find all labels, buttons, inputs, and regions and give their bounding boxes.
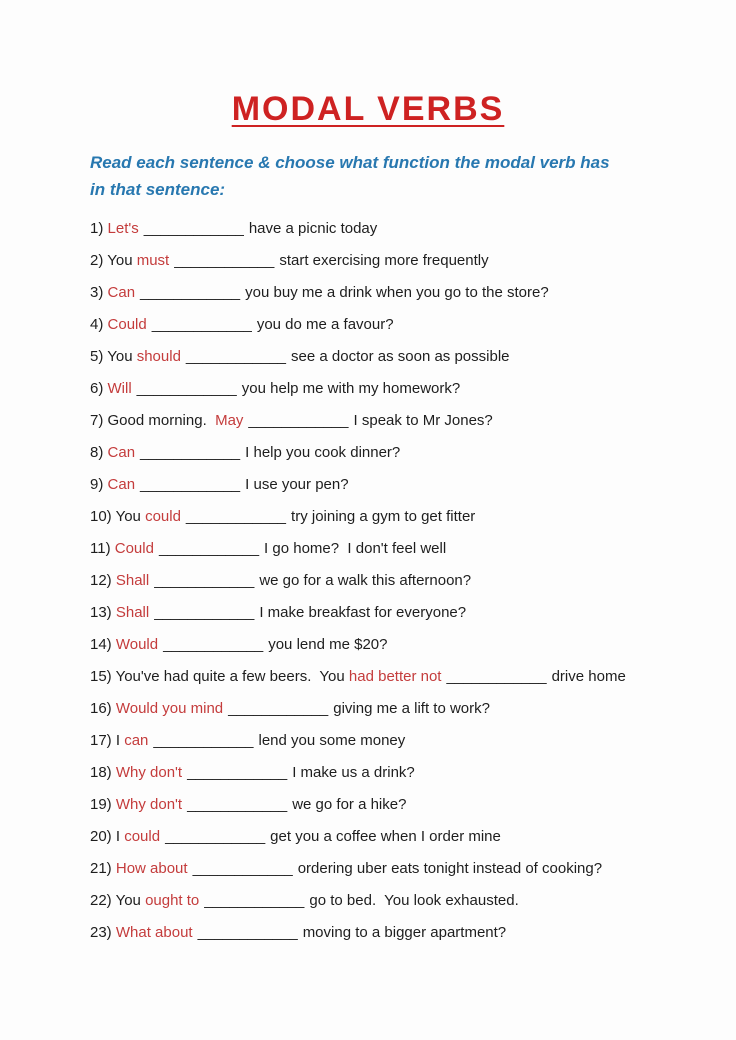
item-post-text: giving me a lift to work?	[333, 700, 490, 718]
worksheet-item-15	[90, 661, 736, 693]
item-number: 20)	[90, 828, 116, 846]
modal-verb: had better not	[348, 668, 442, 686]
modal-verb: Can	[107, 476, 136, 494]
modal-verb: could	[145, 508, 181, 526]
fill-in-blank[interactable]: ____________	[143, 220, 244, 238]
item-number: 3)	[90, 284, 108, 302]
item-number: 7)	[90, 412, 108, 430]
fill-in-blank[interactable]: ____________	[228, 700, 329, 718]
modal-verb: can	[124, 732, 149, 750]
modal-verb: Why don't	[115, 796, 183, 814]
item-post-text: get you a coffee when I order mine	[270, 828, 501, 846]
item-post-text: have a picnic today	[248, 220, 378, 238]
item-number: 10)	[90, 508, 116, 526]
item-post-text: start exercising more frequently	[279, 252, 489, 270]
item-pre-text: You	[107, 252, 137, 270]
worksheet-item-2	[90, 245, 736, 277]
fill-in-blank[interactable]: ____________	[185, 348, 287, 366]
modal-verb: Shall	[115, 604, 150, 622]
modal-verb: Why don't	[115, 764, 183, 782]
modal-verb: Can	[107, 444, 136, 462]
item-number: 17)	[90, 732, 116, 750]
item-post-text: I make us a drink?	[292, 764, 415, 782]
item-post-text: lend you some money	[258, 732, 406, 750]
fill-in-blank[interactable]: ____________	[140, 444, 241, 462]
worksheet-item-19	[90, 789, 736, 821]
fill-in-blank[interactable]: ____________	[140, 284, 241, 302]
worksheet-item-10	[90, 501, 736, 533]
item-number: 19)	[90, 796, 116, 814]
fill-in-blank[interactable]: ____________	[158, 540, 260, 558]
item-pre-text: Good morning.	[107, 412, 216, 430]
worksheet-item-14	[90, 629, 736, 661]
item-post-text: you lend me $20?	[268, 636, 388, 654]
fill-in-blank[interactable]: ____________	[446, 668, 547, 686]
worksheet-item-17	[90, 725, 736, 757]
item-number: 15)	[90, 668, 116, 686]
worksheet-item-23	[90, 917, 736, 949]
item-post-text: I help you cook dinner?	[245, 444, 401, 462]
item-number: 14)	[90, 636, 116, 654]
worksheet-item-22	[90, 885, 736, 917]
item-post-text: go to bed. You look exhausted.	[309, 892, 519, 910]
item-post-text: you buy me a drink when you go to the store?	[245, 284, 549, 302]
modal-verb: should	[136, 348, 181, 366]
modal-verb: must	[136, 252, 170, 270]
fill-in-blank[interactable]: ____________	[185, 508, 287, 526]
item-number: 12)	[90, 572, 116, 590]
item-number: 22)	[90, 892, 116, 910]
item-post-text: drive home	[551, 668, 626, 686]
item-number: 21)	[90, 860, 116, 878]
fill-in-blank[interactable]: ____________	[153, 732, 254, 750]
instructions-text: Read each sentence & choose what function the modal verb has in that sentence:	[90, 153, 610, 200]
fill-in-blank[interactable]: ____________	[140, 476, 241, 494]
item-post-text: we go for a walk this afternoon?	[259, 572, 472, 590]
item-pre-text: I	[115, 828, 125, 846]
worksheet-item-4	[90, 309, 736, 341]
item-post-text: ordering uber eats tonight instead of cooking?	[297, 860, 603, 878]
item-number: 9)	[90, 476, 108, 494]
item-post-text: you do me a favour?	[256, 316, 394, 334]
worksheet-item-7	[90, 405, 736, 437]
item-number: 13)	[90, 604, 116, 622]
page-title: MODAL VERBS	[231, 90, 505, 128]
modal-verb: Shall	[115, 572, 150, 590]
worksheet-item-21	[90, 853, 736, 885]
fill-in-blank[interactable]: ____________	[187, 764, 288, 782]
modal-verb: May	[215, 412, 244, 430]
fill-in-blank[interactable]: ____________	[165, 828, 266, 846]
worksheet-item-3	[90, 277, 736, 309]
fill-in-blank[interactable]: ____________	[174, 252, 275, 270]
fill-in-blank[interactable]: ____________	[154, 572, 255, 590]
item-number: 2)	[90, 252, 108, 270]
modal-verb: Could	[107, 316, 147, 334]
modal-verb: ought to	[145, 892, 200, 910]
item-post-text: moving to a bigger apartment?	[302, 924, 507, 942]
fill-in-blank[interactable]: ____________	[197, 924, 298, 942]
modal-verb: How about	[115, 860, 188, 878]
fill-in-blank[interactable]: ____________	[248, 412, 349, 430]
modal-verb: Would	[115, 636, 159, 654]
item-post-text: I go home? I don't feel well	[264, 540, 447, 558]
item-pre-text: You	[115, 892, 146, 910]
fill-in-blank[interactable]: ____________	[151, 316, 252, 334]
fill-in-blank[interactable]: ____________	[192, 860, 293, 878]
modal-verb: could	[124, 828, 161, 846]
item-post-text: I speak to Mr Jones?	[353, 412, 493, 430]
item-number: 8)	[90, 444, 108, 462]
modal-verb: Could	[114, 540, 154, 558]
item-post-text: see a doctor as soon as possible	[291, 348, 510, 366]
modal-verb: Would you mind	[115, 700, 224, 718]
item-number: 1)	[90, 220, 108, 238]
item-number: 11)	[90, 540, 115, 558]
item-number: 23)	[90, 924, 116, 942]
fill-in-blank[interactable]: ____________	[187, 796, 288, 814]
item-pre-text: You	[107, 348, 137, 366]
item-post-text: you help me with my homework?	[241, 380, 461, 398]
worksheet-item-13	[90, 597, 736, 629]
worksheet-item-18	[90, 757, 736, 789]
item-post-text: try joining a gym to get fitter	[291, 508, 476, 526]
item-number: 4)	[90, 316, 108, 334]
item-post-text: I make breakfast for everyone?	[259, 604, 467, 622]
worksheet-item-9	[90, 469, 736, 501]
item-post-text: we go for a hike?	[292, 796, 407, 814]
item-number: 16)	[90, 700, 116, 718]
fill-in-blank[interactable]: ____________	[204, 892, 305, 910]
worksheet-item-20	[90, 821, 736, 853]
worksheet-item-5	[90, 341, 736, 373]
modal-verb: Will	[107, 380, 132, 398]
fill-in-blank[interactable]: ____________	[154, 604, 255, 622]
worksheet-item-11	[90, 533, 736, 565]
modal-verb: Let's	[107, 220, 139, 238]
worksheet-item-8	[90, 437, 736, 469]
item-post-text: I use your pen?	[245, 476, 349, 494]
worksheet-item-12	[90, 565, 736, 597]
modal-verb: Can	[107, 284, 136, 302]
fill-in-blank[interactable]: ____________	[136, 380, 237, 398]
item-pre-text: You've had quite a few beers. You	[115, 668, 349, 686]
worksheet-item-1	[90, 213, 736, 245]
modal-verb: What about	[115, 924, 193, 942]
worksheet-item-6	[90, 373, 736, 405]
fill-in-blank[interactable]: ____________	[163, 636, 264, 654]
item-number: 6)	[90, 380, 108, 398]
item-pre-text: You	[115, 508, 146, 526]
worksheet-item-16	[90, 693, 736, 725]
exercise-list	[90, 213, 736, 949]
item-number: 5)	[90, 348, 108, 366]
item-number: 18)	[90, 764, 116, 782]
item-pre-text: I	[115, 732, 125, 750]
